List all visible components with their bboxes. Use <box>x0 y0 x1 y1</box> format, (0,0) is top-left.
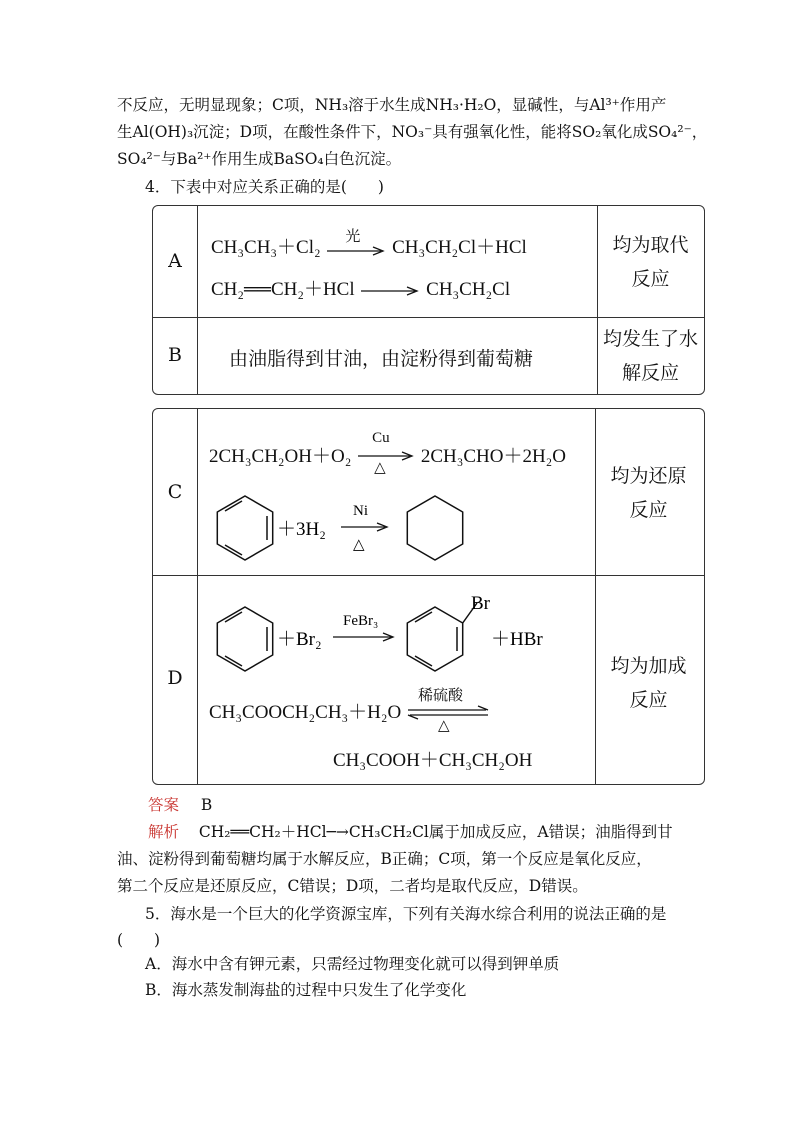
row-d-label: D <box>167 667 183 689</box>
analysis-label: 解析 <box>148 823 180 841</box>
intro-line-2: 生Al(OH)₃沉淀；D项，在酸性条件下，NO₃⁻具有强氧化性，能将SO₂氧化成SO₄²⁻， <box>117 123 708 141</box>
row-c-eq1-cond-bottom: △ <box>374 459 386 476</box>
row-d-eq2-cond-bottom: △ <box>438 717 450 734</box>
row-a-eq1-condition: 光 <box>345 228 361 245</box>
question-5-stem: 5．海水是一个巨大的化学资源宝库，下列有关海水综合利用的说法正确的是 <box>145 905 667 923</box>
table-ab <box>152 205 705 395</box>
row-b-note: 均发生了水解反应 <box>602 328 698 384</box>
row-a-label: A <box>168 250 182 272</box>
row-d-eq2 <box>209 685 490 734</box>
benzene-ring-icon <box>217 496 272 560</box>
arrow-icon <box>325 239 387 259</box>
row-d-eq1-rhs: ＋HBr <box>491 629 543 650</box>
row-c-eq2-mid: ＋3H₂ <box>277 519 326 540</box>
row-a-eq1-rhs: CH₃CH₂Cl＋HCl <box>392 237 527 258</box>
row-d-eq1 <box>205 587 595 683</box>
answer-label: 答案 <box>148 796 180 814</box>
answer-value: B <box>200 796 213 814</box>
row-d-eq2-rhs: CH₃COOH＋CH₃CH₂OH <box>333 750 533 771</box>
row-d-note: 均为加成反应 <box>610 655 687 711</box>
benzene-ring-icon <box>217 607 272 671</box>
arrow-icon <box>359 284 421 298</box>
row-a-eq2-rhs: CH₃CH₂Cl <box>426 279 511 300</box>
row-c-eq2 <box>205 485 595 575</box>
row-c-eq1-rhs: 2CH₃CHO＋2H₂O <box>420 446 567 467</box>
row-b-text: 由油脂得到甘油，由淀粉得到葡萄糖 <box>229 348 534 370</box>
row-c-label: C <box>167 481 183 503</box>
table-cd <box>152 408 705 785</box>
row-c-eq1-lhs: 2CH₃CH₂OH＋O₂ <box>209 446 352 467</box>
question-5-stem-cont: ( ) <box>117 931 161 949</box>
analysis-line-3: 第二个反应是还原反应，C错误；D项，二者均是取代反应，D错误。 <box>117 877 588 895</box>
row-d-eq2-cond-top: 稀硫酸 <box>418 685 464 704</box>
row-a-eq1-lhs: CH₃CH₃＋Cl₂ <box>211 237 321 258</box>
row-c-eq1 <box>209 429 567 476</box>
row-d-eq2-lhs: CH₃COOCH₂CH₃＋H₂O <box>209 702 402 723</box>
row-a-note: 均为取代反应 <box>612 234 689 290</box>
intro-line-1: 不反应，无明显现象；C项，NH₃溶于水生成NH₃·H₂O，显碱性，与Al³⁺作用产 <box>117 96 667 114</box>
intro-line-3: SO₄²⁻与Ba²⁺作用生成BaSO₄白色沉淀。 <box>117 150 402 168</box>
row-c-eq1-cond-top: Cu <box>372 429 390 446</box>
row-a-eq2 <box>211 274 510 301</box>
cyclohexane-ring-icon <box>407 496 462 560</box>
question-5-option-a: A．海水中含有钾元素，只需经过物理变化就可以得到钾单质 <box>145 955 560 973</box>
row-d-eq1-mid: ＋Br₂ <box>277 629 322 650</box>
row-d-eq1-substituent: Br <box>471 593 490 614</box>
answer-line <box>148 794 212 816</box>
question-4-stem: 4．下表中对应关系正确的是( ) <box>145 178 384 196</box>
row-d-eq1-condition: FeBr₃ <box>343 613 379 629</box>
bromobenzene-ring-icon <box>407 603 477 671</box>
row-c-eq2-cond-bottom: △ <box>353 537 365 553</box>
row-a-eq1 <box>211 228 527 259</box>
analysis-line-1: 解析 CH₂══CH₂＋HCl─→CH₃CH₂Cl属于加成反应，A错误；油脂得到甘 <box>148 823 673 841</box>
row-c-eq2-cond-top: Ni <box>353 503 368 519</box>
question-5-option-b: B．海水蒸发制海盐的过程中只发生了化学变化 <box>145 981 467 999</box>
arrow-icon <box>356 448 416 468</box>
row-a-eq2-lhs: CH₂══CH₂＋HCl <box>211 279 355 300</box>
row-b-label: B <box>168 344 182 366</box>
analysis-line-2: 油、淀粉得到葡萄糖均属于水解反应，B正确；C项，第一个反应是氧化反应， <box>117 850 652 868</box>
row-c-note: 均为还原反应 <box>610 465 687 521</box>
